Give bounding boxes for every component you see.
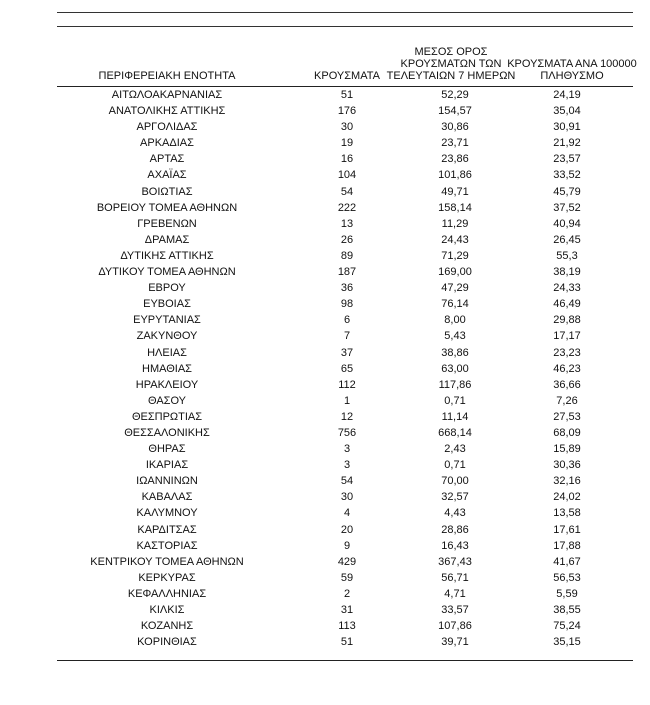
region-cell: ΚΟΡΙΝΘΙΑΣ bbox=[137, 636, 197, 649]
region-cell: ΔΥΤΙΚΗΣ ΑΤΤΙΚΗΣ bbox=[120, 249, 214, 262]
cases-cell: 13 bbox=[340, 217, 354, 230]
region-cell: ΕΥΒΟΙΑΣ bbox=[143, 298, 191, 311]
avg-7-days-cell: 33,57 bbox=[441, 604, 469, 616]
avg-7-days-cell: 23,86 bbox=[441, 153, 469, 166]
avg-7-days-cell: 32,57 bbox=[441, 491, 469, 504]
region-cell: ΚΑΣΤΟΡΙΑΣ bbox=[136, 539, 198, 552]
cases-cell: 54 bbox=[340, 475, 354, 488]
table-row bbox=[57, 618, 633, 634]
region-cell: ΙΩΑΝΝΙΝΩΝ bbox=[136, 475, 198, 488]
avg-7-days-cell: 0,71 bbox=[444, 394, 466, 407]
per-100k-cell: 46,49 bbox=[553, 298, 581, 311]
table-row bbox=[57, 151, 633, 167]
per-100k-cell: 5,59 bbox=[556, 587, 578, 600]
table-row bbox=[57, 135, 633, 151]
per-100k-cell: 27,53 bbox=[553, 410, 581, 423]
cases-cell: 1 bbox=[343, 394, 351, 407]
avg-7-days-cell: 169,00 bbox=[438, 266, 472, 279]
table-row bbox=[57, 119, 633, 135]
table-row bbox=[57, 457, 633, 473]
table-header bbox=[57, 28, 637, 84]
table-row bbox=[57, 216, 633, 232]
region-cell: ΔΥΤΙΚΟΥ ΤΟΜΕΑ ΑΘΗΝΩΝ bbox=[98, 266, 236, 279]
avg-7-days-cell: 4,43 bbox=[444, 507, 466, 520]
region-cell: ΘΕΣΠΡΩΤΙΑΣ bbox=[131, 410, 203, 423]
cases-cell: 30 bbox=[340, 121, 354, 134]
cases-cell: 222 bbox=[337, 201, 357, 214]
region-cell: ΑΡΚΑΔΙΑΣ bbox=[140, 137, 194, 150]
cases-cell: 3 bbox=[343, 443, 351, 456]
cases-cell: 19 bbox=[340, 137, 354, 150]
table-row bbox=[57, 409, 633, 425]
cases-cell: 59 bbox=[340, 571, 354, 584]
avg-7-days-cell: 28,86 bbox=[441, 523, 469, 536]
per-100k-cell: 23,57 bbox=[553, 153, 581, 166]
cases-cell: 187 bbox=[337, 266, 357, 279]
per-100k-cell: 15,89 bbox=[553, 443, 581, 456]
table-header-rule bbox=[57, 26, 633, 27]
per-100k-cell: 38,55 bbox=[553, 604, 581, 616]
avg-7-days-cell: 23,71 bbox=[441, 137, 469, 150]
per-100k-cell: 17,61 bbox=[553, 523, 581, 536]
per-100k-cell: 55,3 bbox=[556, 249, 578, 262]
header-cases: ΚΡΟΥΣΜΑΤΑ bbox=[314, 70, 380, 82]
table-row bbox=[57, 103, 633, 119]
cases-cell: 30 bbox=[340, 491, 354, 504]
cases-cell: 113 bbox=[338, 620, 356, 633]
avg-7-days-cell: 30,86 bbox=[441, 121, 469, 134]
per-100k-cell: 7,26 bbox=[556, 394, 578, 407]
region-cell: ΒΟΙΩΤΙΑΣ bbox=[141, 185, 193, 198]
region-cell: ΚΕΦΑΛΛΗΝΙΑΣ bbox=[127, 587, 207, 600]
table-row bbox=[57, 538, 633, 554]
table-bottom-rule bbox=[57, 660, 633, 661]
cases-cell: 51 bbox=[340, 636, 354, 649]
region-cell: ΚΑΡΔΙΤΣΑΣ bbox=[137, 523, 197, 536]
cases-cell: 429 bbox=[337, 555, 357, 568]
per-100k-cell: 46,23 bbox=[553, 362, 581, 375]
cases-cell: 12 bbox=[340, 410, 354, 423]
table-row bbox=[57, 377, 633, 393]
per-100k-cell: 24,19 bbox=[553, 89, 581, 101]
table-row bbox=[57, 328, 633, 344]
per-100k-cell: 23,23 bbox=[553, 346, 581, 359]
per-100k-cell: 68,09 bbox=[553, 426, 581, 439]
cases-cell: 54 bbox=[340, 185, 354, 198]
table-row bbox=[57, 522, 633, 538]
avg-7-days-cell: 668,14 bbox=[438, 426, 472, 439]
table-row bbox=[57, 167, 633, 183]
avg-7-days-cell: 11,29 bbox=[441, 217, 469, 230]
region-cell: ΑΝΑΤΟΛΙΚΗΣ ΑΤΤΙΚΗΣ bbox=[108, 105, 226, 118]
per-100k-cell: 56,53 bbox=[553, 571, 581, 584]
per-100k-cell: 38,19 bbox=[553, 266, 581, 279]
table-row bbox=[57, 554, 633, 570]
table-row bbox=[57, 473, 633, 489]
per-100k-cell: 35,04 bbox=[553, 105, 581, 118]
per-100k-cell: 24,02 bbox=[553, 491, 581, 504]
avg-7-days-cell: 5,43 bbox=[444, 330, 466, 343]
cases-cell: 6 bbox=[343, 314, 351, 327]
avg-7-days-cell: 49,71 bbox=[441, 185, 469, 198]
header-region: ΠΕΡΙΦΕΡΕΙΑΚΗ ΕΝΟΤΗΤΑ bbox=[98, 70, 236, 82]
cases-cell: 112 bbox=[338, 378, 356, 391]
per-100k-cell: 36,66 bbox=[553, 378, 581, 391]
region-cell: ΒΟΡΕΙΟΥ ΤΟΜΕΑ ΑΘΗΝΩΝ bbox=[96, 201, 238, 214]
avg-7-days-cell: 63,00 bbox=[441, 362, 469, 375]
table-row bbox=[57, 345, 633, 361]
cases-cell: 9 bbox=[343, 539, 351, 552]
region-cell: ΚΕΝΤΡΙΚΟΥ ΤΟΜΕΑ ΑΘΗΝΩΝ bbox=[90, 555, 244, 568]
per-100k-cell: 13,58 bbox=[553, 507, 581, 520]
per-100k-cell: 40,94 bbox=[553, 217, 581, 230]
cases-cell: 2 bbox=[343, 587, 351, 600]
table-row bbox=[57, 312, 633, 328]
table-top-rule bbox=[57, 12, 633, 13]
table-row bbox=[57, 586, 633, 602]
region-cell: ΚΟΖΑΝΗΣ bbox=[140, 620, 194, 633]
avg-7-days-cell: 154,57 bbox=[438, 105, 472, 118]
cases-cell: 3 bbox=[343, 459, 351, 472]
region-cell: ΑΡΤΑΣ bbox=[149, 153, 185, 166]
avg-7-days-cell: 70,00 bbox=[441, 475, 469, 488]
table-row bbox=[57, 296, 633, 312]
per-100k-cell: 30,91 bbox=[553, 121, 581, 134]
avg-7-days-cell: 71,29 bbox=[441, 249, 469, 262]
table-row bbox=[57, 425, 633, 441]
table-body bbox=[57, 87, 633, 650]
region-cell: ΑΧΑΪΑΣ bbox=[147, 169, 187, 182]
per-100k-cell: 17,88 bbox=[553, 539, 581, 552]
region-cell: ΘΕΣΣΑΛΟΝΙΚΗΣ bbox=[124, 426, 210, 439]
avg-7-days-cell: 16,43 bbox=[441, 539, 469, 552]
per-100k-cell: 32,16 bbox=[553, 475, 581, 488]
table-row bbox=[57, 570, 633, 586]
region-cell: ΗΡΑΚΛΕΙΟΥ bbox=[135, 378, 199, 391]
table-row bbox=[57, 489, 633, 505]
avg-7-days-cell: 38,86 bbox=[441, 346, 469, 359]
region-cell: ΚΕΡΚΥΡΑΣ bbox=[138, 571, 196, 584]
avg-7-days-cell: 52,29 bbox=[441, 89, 469, 101]
cases-cell: 176 bbox=[337, 105, 357, 118]
avg-7-days-cell: 39,71 bbox=[441, 636, 469, 649]
cases-cell: 756 bbox=[337, 426, 357, 439]
table-row bbox=[57, 200, 633, 216]
table-row bbox=[57, 441, 633, 457]
cases-cell: 31 bbox=[340, 604, 354, 616]
table-row bbox=[57, 184, 633, 200]
per-100k-cell: 75,24 bbox=[553, 620, 581, 633]
per-100k-cell: 35,15 bbox=[553, 636, 581, 649]
region-cell: ΗΛΕΙΑΣ bbox=[147, 346, 187, 359]
table-row bbox=[57, 280, 633, 296]
avg-7-days-cell: 56,71 bbox=[441, 571, 469, 584]
avg-7-days-cell: 8,00 bbox=[444, 314, 466, 327]
region-cell: ΗΜΑΘΙΑΣ bbox=[142, 362, 192, 375]
per-100k-cell: 45,79 bbox=[553, 185, 581, 198]
cases-cell: 36 bbox=[340, 282, 354, 295]
per-100k-cell: 41,67 bbox=[553, 555, 581, 568]
cases-cell: 20 bbox=[340, 523, 354, 536]
header-cases-per-100k: ΚΡΟΥΣΜΑΤΑ ΑΝΑ 100000 ΠΛΗΘΥΣΜΟ bbox=[507, 58, 637, 82]
table-row bbox=[57, 248, 633, 264]
table-row bbox=[57, 602, 633, 618]
region-cell: ΘΗΡΑΣ bbox=[148, 443, 186, 456]
per-100k-cell: 21,92 bbox=[553, 137, 581, 150]
table-row bbox=[57, 505, 633, 521]
avg-7-days-cell: 11,14 bbox=[441, 410, 469, 423]
avg-7-days-cell: 117,86 bbox=[438, 378, 472, 391]
table-row bbox=[57, 393, 633, 409]
region-cell: ΕΒΡΟΥ bbox=[148, 282, 186, 295]
region-cell: ΚΑΒΑΛΑΣ bbox=[141, 491, 193, 504]
per-100k-cell: 30,36 bbox=[553, 459, 581, 472]
region-cell: ΘΑΣΟΥ bbox=[147, 394, 187, 407]
avg-7-days-cell: 367,43 bbox=[438, 555, 472, 568]
table-row bbox=[57, 87, 633, 103]
avg-7-days-cell: 76,14 bbox=[441, 298, 469, 311]
region-cell: ΙΚΑΡΙΑΣ bbox=[145, 459, 189, 472]
avg-7-days-cell: 47,29 bbox=[441, 282, 469, 295]
cases-cell: 7 bbox=[343, 330, 351, 343]
avg-7-days-cell: 0,71 bbox=[444, 459, 466, 472]
header-avg-7-days: ΜΕΣΟΣ ΟΡΟΣ ΚΡΟΥΣΜΑΤΩΝ ΤΩΝ ΤΕΛΕΥΤΑΙΩΝ 7 ΗΜΕΡΩΝ bbox=[386, 46, 516, 82]
cases-cell: 89 bbox=[340, 249, 354, 262]
cases-cell: 26 bbox=[340, 233, 354, 246]
region-cell: ΖΑΚΥΝΘΟΥ bbox=[136, 330, 198, 343]
region-cell: ΓΡΕΒΕΝΩΝ bbox=[137, 217, 197, 230]
table-row bbox=[57, 361, 633, 377]
cases-cell: 51 bbox=[340, 89, 354, 101]
avg-7-days-cell: 4,71 bbox=[444, 587, 466, 600]
cases-cell: 65 bbox=[340, 362, 354, 375]
avg-7-days-cell: 158,14 bbox=[438, 201, 472, 214]
cases-cell: 4 bbox=[343, 507, 351, 520]
cases-cell: 104 bbox=[337, 169, 357, 182]
avg-7-days-cell: 107,86 bbox=[438, 620, 472, 633]
per-100k-cell: 24,33 bbox=[553, 282, 581, 295]
region-cell: ΔΡΑΜΑΣ bbox=[144, 233, 190, 246]
avg-7-days-cell: 101,86 bbox=[438, 169, 472, 182]
region-cell: ΕΥΡΥΤΑΝΙΑΣ bbox=[133, 314, 201, 327]
avg-7-days-cell: 24,43 bbox=[441, 233, 469, 246]
region-cell: ΚΙΛΚΙΣ bbox=[149, 604, 185, 616]
table-row bbox=[57, 232, 633, 248]
table-row bbox=[57, 264, 633, 280]
table-row bbox=[57, 634, 633, 650]
per-100k-cell: 37,52 bbox=[553, 201, 581, 214]
cases-cell: 16 bbox=[340, 153, 354, 166]
per-100k-cell: 17,17 bbox=[553, 330, 581, 343]
avg-7-days-cell: 2,43 bbox=[444, 443, 466, 456]
cases-cell: 37 bbox=[340, 346, 354, 359]
region-cell: ΑΡΓΟΛΙΔΑΣ bbox=[136, 121, 198, 134]
per-100k-cell: 33,52 bbox=[553, 169, 581, 182]
region-cell: ΚΑΛΥΜΝΟΥ bbox=[136, 507, 198, 520]
per-100k-cell: 29,88 bbox=[553, 314, 581, 327]
cases-cell: 98 bbox=[340, 298, 354, 311]
per-100k-cell: 26,45 bbox=[553, 233, 581, 246]
region-cell: ΑΙΤΩΛΟΑΚΑΡΝΑΝΙΑΣ bbox=[111, 89, 223, 101]
